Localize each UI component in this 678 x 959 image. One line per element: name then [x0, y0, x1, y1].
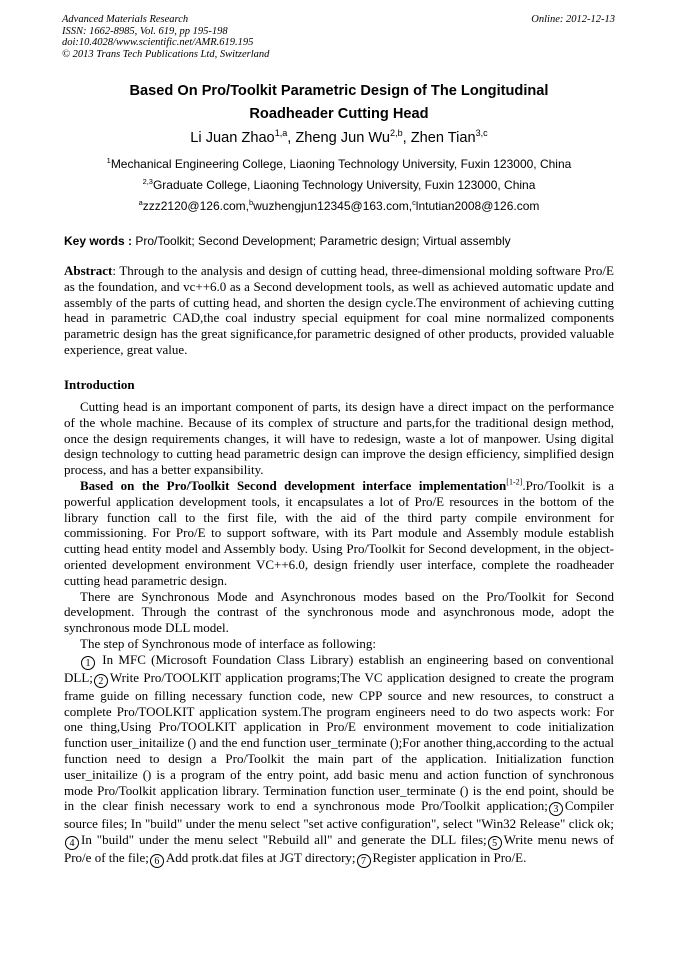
step-number: 4	[65, 836, 79, 850]
title-line-2: Roadheader Cutting Head	[249, 106, 429, 122]
step-number: 1	[81, 656, 95, 670]
email-b: wuzhengjun12345@163.com,	[253, 199, 413, 213]
step-text: Write menu news of Pro/e of the file;	[64, 832, 614, 866]
section-heading-introduction: Introduction	[64, 377, 135, 392]
introduction-body	[64, 399, 614, 868]
affiliation-2-sup: 2,3	[142, 177, 153, 186]
author-separator: ,	[402, 130, 411, 146]
paragraph: Cutting head is an important component of parts, its design have a direct impact on the performance of the whole machine. Because of its complex of structure and parts,for the traditional design method, once the design requirements changes, it will have to redesign, waste a lot of manpower. Using digital design technology to cutting head parametric design can improve the design efficiency, simplified design process, and has a better expansibility.	[64, 399, 614, 478]
author-1: Li Juan Zhao	[190, 130, 275, 146]
author-3: Zhen Tian	[410, 130, 476, 146]
email-a-sup: a	[138, 198, 143, 207]
journal-header	[62, 14, 269, 60]
copyright-line: © 2013 Trans Tech Publications Ltd, Switzerland	[62, 48, 270, 60]
step-number: 2	[94, 674, 108, 688]
paragraph: The step of Synchronous mode of interface as following:	[80, 635, 377, 651]
paragraph-text: .Pro/Toolkit is a powerful application development tools, it encapsulates a lot of Pro/E resources in the bottom of the library function call to the first file, with the aid of the third party compile environment for commissioning. For Pro/E to support software, with its Part module and Assembly module establish cutting head entity model and Assembly body. Using Pro/Toolkit for Second development, in the object-oriented development environment VC++6.0, design friendly user interface, complete the roadheader cutting head parametric design.	[64, 477, 614, 588]
step-text: In MFC (Microsoft Foundation Class Library) establish an engineering based on conventional DLL;	[64, 651, 614, 685]
affiliation-1-sup: 1	[106, 156, 111, 165]
step-number: 6	[150, 854, 164, 868]
author-2: Zheng Jun Wu	[295, 130, 391, 146]
step-number: 7	[357, 854, 371, 868]
author-1-sup: 1,a	[274, 128, 288, 139]
issn-line: ISSN: 1662-8985, Vol. 619, pp 195-198	[62, 25, 228, 37]
steps-paragraph	[64, 652, 614, 868]
author-separator: ,	[287, 130, 296, 146]
step-text: In "build" under the menu select "Rebuild all" and generate the DLL files;	[81, 832, 487, 848]
abstract	[64, 263, 614, 358]
keywords-label: Key words :	[64, 234, 133, 248]
keywords-text: Pro/Toolkit; Second Development; Parametric design; Virtual assembly	[132, 234, 511, 248]
abstract-text: : Through to the analysis and design of cutting head, three-dimensional molding software Pro/E as the foundation, and vc++6.0 as a Second development tools, as well as achieved automatic update and assembly of the parts of cutting head, and shorten the design cycle.The environment of achieving cutting head in parametric CAD,the coal industry special equipment for coal mine normalized components parametric design has the great significance,for parametric designed of other products, provided valuable experience, great value.	[64, 263, 614, 357]
author-list	[60, 128, 618, 148]
step-text: Compiler source files; In "build" under the menu select "set active configuration", select "Win32 Release" click ok;	[64, 798, 614, 832]
step-text: Write Pro/TOOLKIT application programs;The VC application designed to create the program frame guide on filling necessary function code, new CPP source and new resources, to construct a complete Pro/TOOLKIT application system.The program engineers need to do two aspects work: For one thing,Using Pro/TOOLKIT application in Pro/E environment movement to code initialization function user_initailize () and the end function user_terminate ();For another thing,according to the actual function need to design a Pro/Toolkit the main part of the application. Initialization function user_initailize () is a program of the entry point, add basic menu and action function of synchronous mode Pro/Toolkit application library. Termination function user_terminate () is the end point, should be in the clear finish necessary work to end a synchronous mode Pro/Toolkit application;	[64, 669, 614, 814]
abstract-label: Abstract	[64, 263, 113, 278]
email-a: zzz2120@126.com,	[142, 199, 249, 213]
email-c: lntutian2008@126.com	[415, 199, 540, 213]
author-2-sup: 2,b	[390, 128, 403, 139]
paragraph: There are Synchronous Mode and Asynchronous modes based on the Pro/Toolkit for Second development. Through the contrast of the synchronous mode and asynchronous mode, adopt the synchronous mode DLL model.	[64, 588, 614, 636]
author-3-sup: 3,c	[475, 128, 488, 139]
paragraph	[64, 478, 614, 589]
email-c-sup: c	[412, 198, 416, 207]
paragraph-bold-lead: Based on the Pro/Toolkit Second development interface implementation	[80, 477, 507, 493]
step-number: 3	[549, 802, 563, 816]
step-number: 5	[488, 836, 502, 850]
step-text: Register application in Pro/E.	[372, 850, 527, 866]
keywords	[64, 234, 614, 249]
affiliation-1-text: Mechanical Engineering College, Liaoning Technology University, Fuxin 123000, China	[110, 157, 572, 171]
title-line-1: Based On Pro/Toolkit Parametric Design of The Longitudinal	[129, 83, 549, 99]
journal-name: Advanced Materials Research	[62, 14, 189, 25]
citation: [1-2]	[506, 477, 523, 487]
affiliation-2	[60, 178, 618, 193]
online-date: Online: 2012-12-13	[531, 14, 615, 25]
email-b-sup: b	[248, 198, 254, 207]
email-list	[60, 199, 618, 214]
affiliation-2-text: Graduate College, Liaoning Technology University, Fuxin 123000, China	[152, 178, 536, 192]
step-text: Add protk.dat files at JGT directory;	[165, 850, 356, 866]
paper-title	[60, 80, 618, 126]
affiliation-1	[60, 157, 618, 172]
doi-line: doi:10.4028/www.scientific.net/AMR.619.195	[62, 37, 254, 49]
